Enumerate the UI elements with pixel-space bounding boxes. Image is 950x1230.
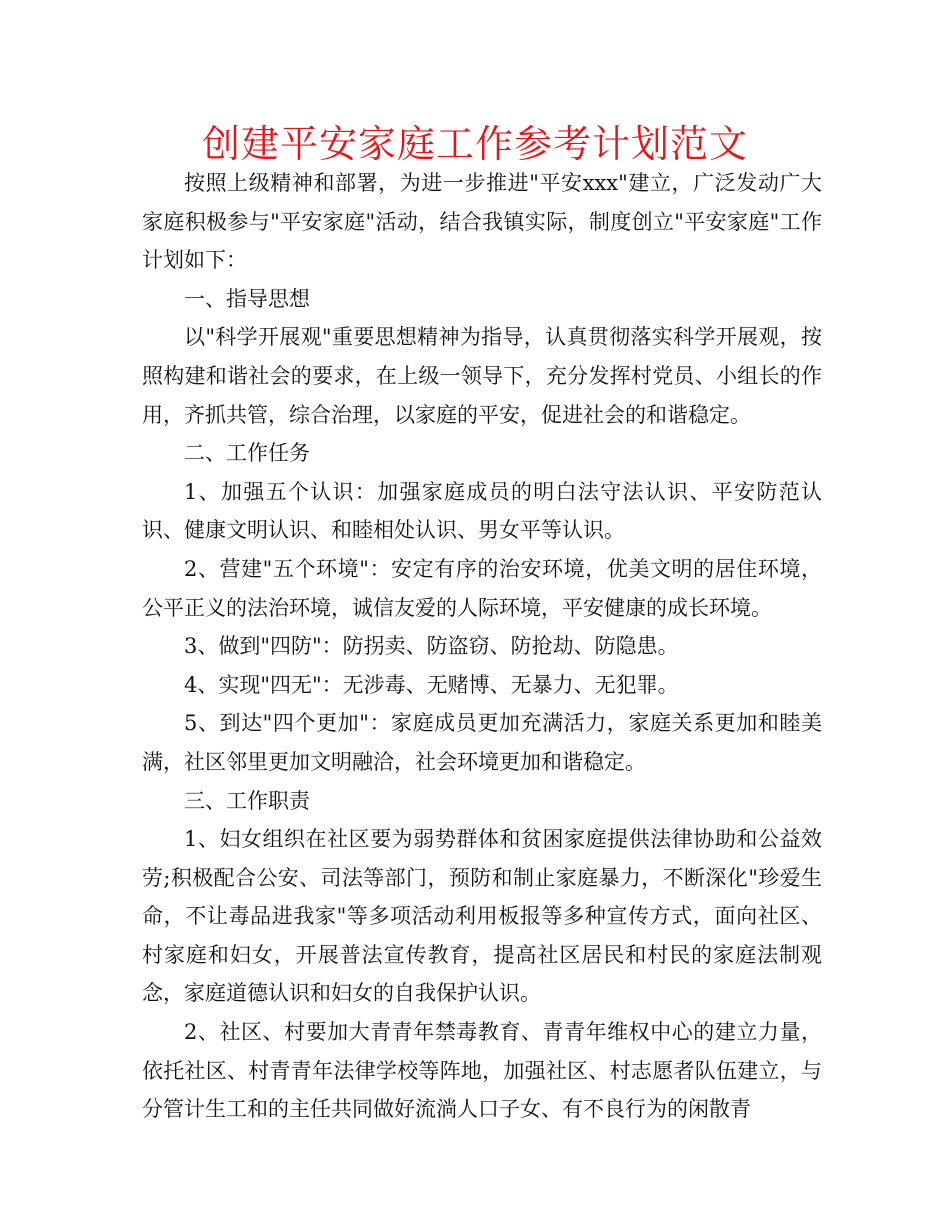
- paragraph-duty-2: 2、社区、村要加大青青年禁毒教育、青青年维权中心的建立力量，依托社区、村青青年法律学校等阵地，加强社区、村志愿者队伍建立，与分管计生工和的主任共同做好流淌人口子女、有不良行为的闲散青: [142, 1020, 822, 1122]
- section-heading-guiding-thought: 一、指导思想: [184, 286, 310, 311]
- paragraph-task-1: 1、加强五个认识：加强家庭成员的明白法守法认识、平安防范认识、健康文明认识、和睦相处认识、男女平等认识。: [142, 479, 822, 543]
- paragraph-task-3: 3、做到"四防"：防拐卖、防盗窃、防抢劫、防隐患。: [184, 634, 679, 659]
- paragraph-task-5: 5、到达"四个更加"：家庭成员更加充满活力，家庭关系更加和睦美满，社区邻里更加文明融洽，社会环境更加和谐稳定。: [142, 711, 822, 774]
- paragraph-guiding-thought: 以"科学开展观"重要思想精神为指导，认真贯彻落实科学开展观，按照构建和谐社会的要求，在上级一领导下，充分发挥村党员、小组长的作用，齐抓共管，综合治理，以家庭的平安，促进社会的和谐稳定。: [142, 325, 822, 427]
- section-heading-work-tasks: 二、工作任务: [184, 441, 310, 466]
- paragraph-task-2: 2、营建"五个环境"：安定有序的治安环境，优美文明的居住环境，公平正义的法治环境，诚信友爱的人际环境，平安健康的成长环境。: [142, 556, 822, 620]
- document-body: [142, 164, 822, 1129]
- paragraph-intro: 按照上级精神和部署，为进一步推进"平安xxx"建立，广泛发动广大家庭积极参与"平安家庭"活动，结合我镇实际，制度创立"平安家庭"工作计划如下：: [142, 171, 822, 273]
- document-title: 创建平安家庭工作参考计划范文: [201, 122, 748, 166]
- paragraph-duty-1: 1、妇女组织在社区要为弱势群体和贫困家庭提供法律协助和公益效劳;积极配合公安、司法等部门，预防和制止家庭暴力，不断深化"珍爱生命，不让毒品进我家"等多项活动利用板报等多种宣传方式，面向社区、村家庭和妇女，开展普法宣传教育，提高社区居民和村民的家庭法制观念，家庭道德认识和妇女的自我保护认识。: [142, 827, 822, 1006]
- section-heading-work-duties: 三、工作职责: [184, 788, 310, 813]
- paragraph-task-4: 4、实现"四无"：无涉毒、无赌博、无暴力、无犯罪。: [184, 672, 679, 697]
